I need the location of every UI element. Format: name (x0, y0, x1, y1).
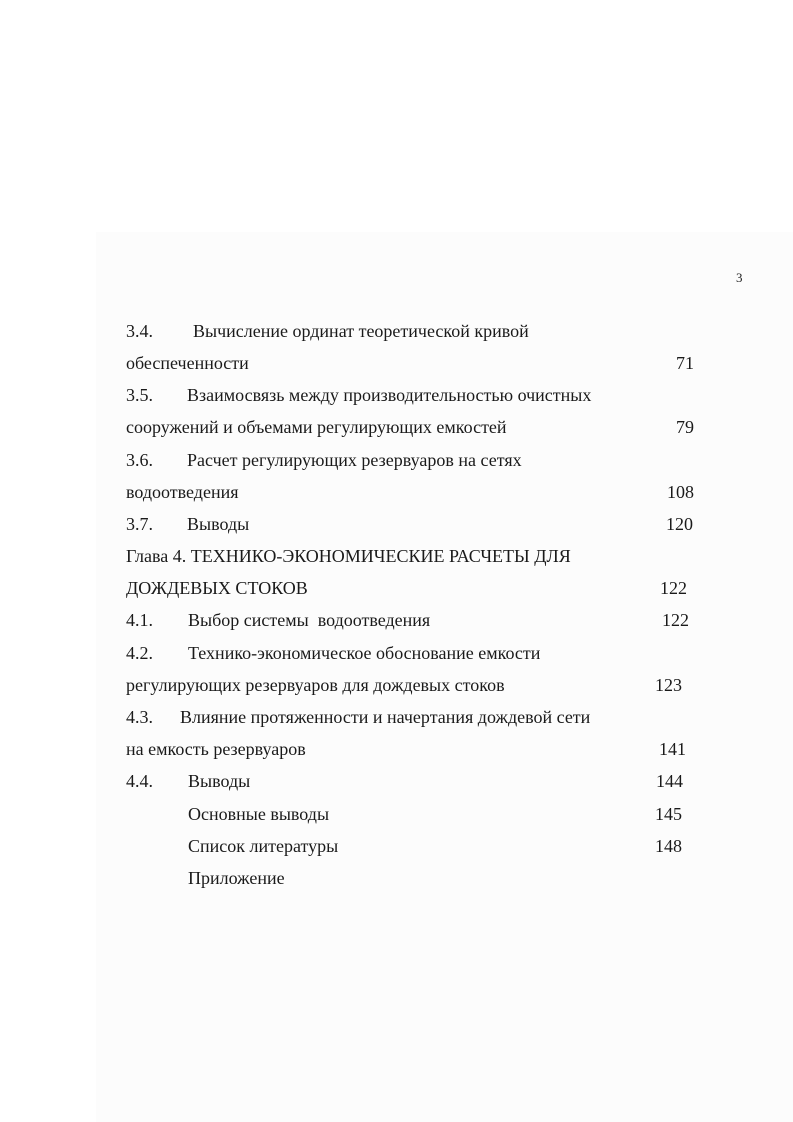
toc-chapter-4-line1: Глава 4. ТЕХНИКО-ЭКОНОМИЧЕСКИЕ РАСЧЕТЫ ДЛЯ (126, 546, 571, 566)
toc-title-4-3-line2: на емкость резервуаров (126, 739, 306, 759)
toc-title-4-3-line1: Влияние протяженности и начертания дождевой сети (180, 707, 591, 727)
toc-number-4-3: 4.3. (126, 707, 153, 727)
toc-title-3-6-line2: водоотведения (126, 482, 239, 502)
toc-number-4-2: 4.2. (126, 643, 153, 663)
toc-number-3-4: 3.4. (126, 321, 153, 341)
toc-title-conclusions: Основные выводы (188, 804, 330, 824)
toc-title-references: Список литературы (188, 836, 339, 856)
toc-page-3-4: 71 (676, 353, 694, 373)
toc-number-3-5: 3.5. (126, 385, 153, 405)
toc-title-appendix: Приложение (188, 868, 285, 888)
toc-title-3-6-line1: Расчет регулирующих резервуаров на сетях (187, 450, 522, 470)
toc-title-3-4-line1: Вычисление ординат теоретической кривой (193, 321, 529, 341)
toc-page-4-4: 144 (656, 771, 683, 791)
toc-chapter-4-line2: ДОЖДЕВЫХ СТОКОВ (126, 578, 308, 598)
toc-page-3-6: 108 (667, 482, 694, 502)
toc-title-4-1: Выбор системы водоотведения (188, 610, 431, 630)
toc-page-3-5: 79 (676, 417, 694, 437)
page-number: 3 (736, 270, 743, 285)
toc-number-4-1: 4.1. (126, 610, 153, 630)
toc-page-conclusions: 145 (655, 804, 682, 824)
toc-page-4-1: 122 (662, 610, 689, 630)
toc-title-3-5-line1: Взаимосвязь между производительностью очистных (187, 385, 592, 405)
toc-number-3-7: 3.7. (126, 514, 153, 534)
toc-title-3-5-line2: сооружений и объемами регулирующих емкостей (126, 417, 507, 437)
toc-page-references: 148 (655, 836, 682, 856)
toc-page-chapter-4: 122 (660, 578, 687, 598)
toc-page-3-7: 120 (666, 514, 693, 534)
toc-title-3-7: Выводы (187, 514, 250, 534)
toc-page-4-2: 123 (655, 675, 682, 695)
toc-page-4-3: 141 (659, 739, 686, 759)
toc-title-4-2-line2: регулирующих резервуаров для дождевых стоков (126, 675, 505, 695)
toc-title-4-4: Выводы (188, 771, 251, 791)
toc-title-4-2-line1: Технико-экономическое обоснование емкости (188, 643, 541, 663)
toc-number-3-6: 3.6. (126, 450, 153, 470)
toc-title-3-4-line2: обеспеченности (126, 353, 249, 373)
toc-number-4-4: 4.4. (126, 771, 153, 791)
